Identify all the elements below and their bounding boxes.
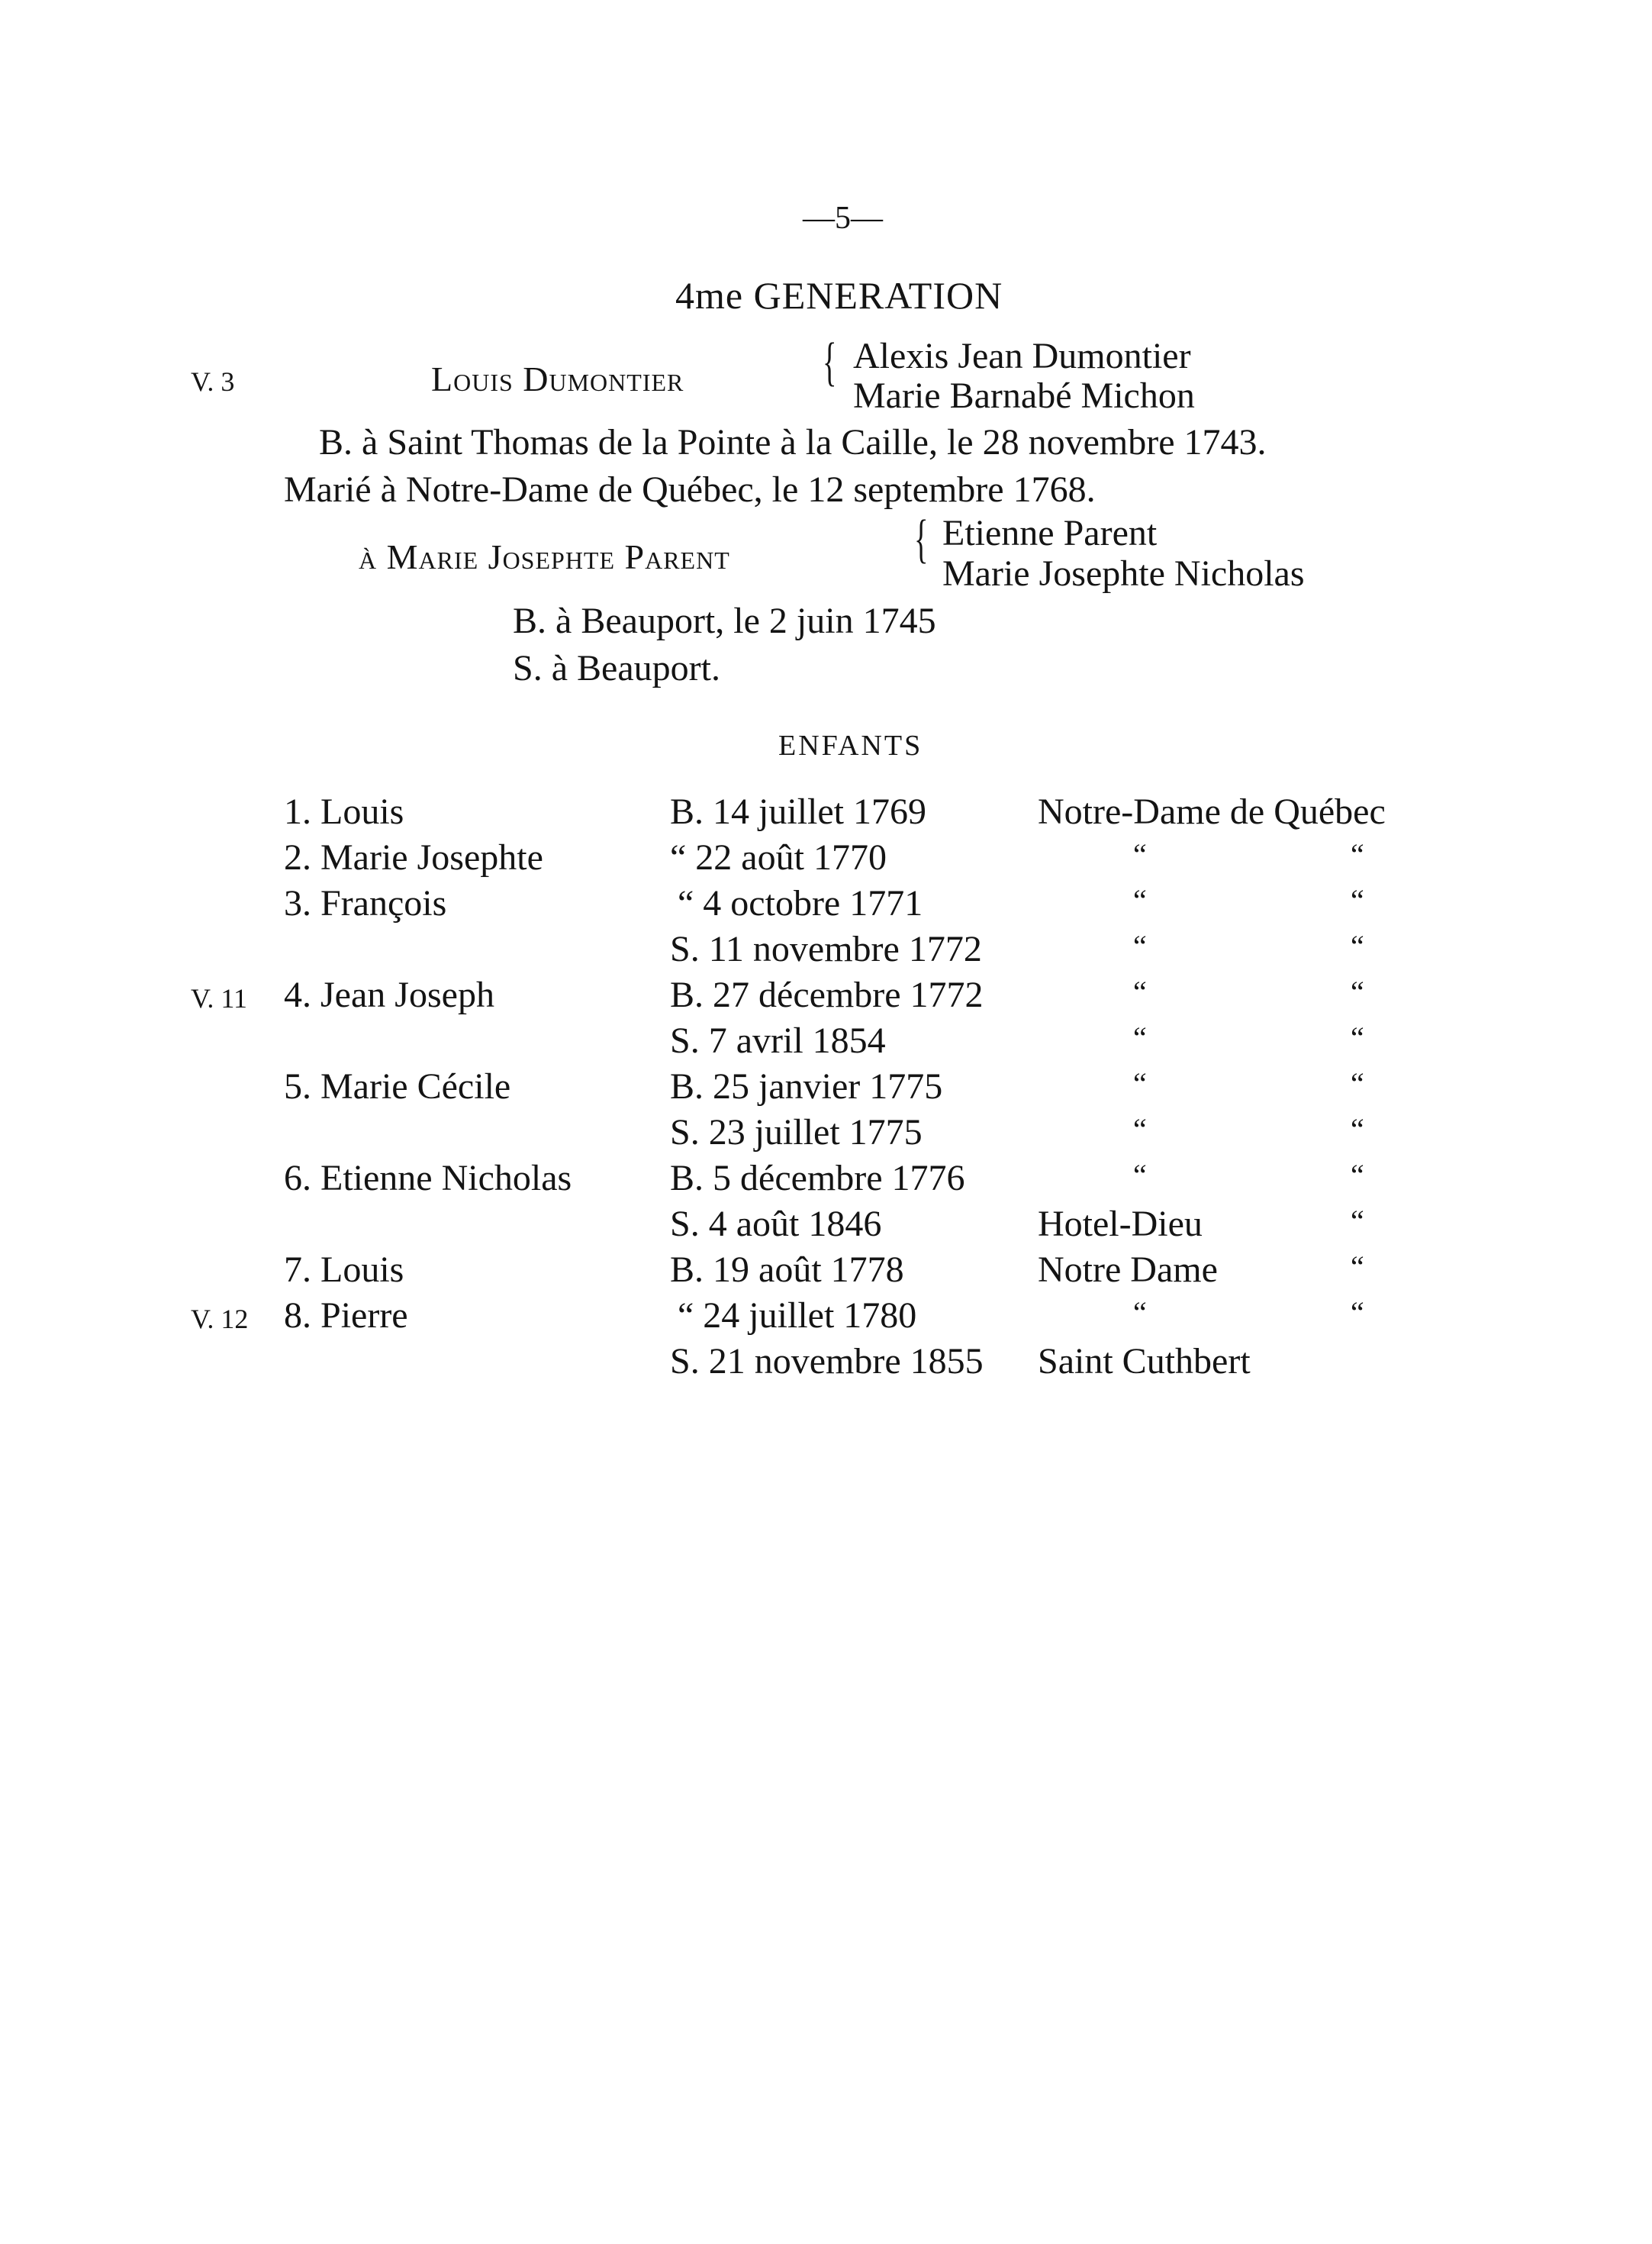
child-place: “ [1133,929,1147,963]
child-event: S. 11 novembre 1772 [670,929,982,969]
spouse-parents-brace: { [914,510,929,569]
head-father: Alexis Jean Dumontier [853,336,1191,376]
child-place: “ [1133,1112,1147,1146]
child-place: “ [1133,1066,1147,1101]
child-event: S. 23 juillet 1775 [670,1112,923,1153]
child-place: “ [1133,1158,1147,1192]
child-name: 5. Marie Cécile [284,1066,511,1107]
child-place-ditto: “ [1351,837,1364,872]
spouse-burial: S. à Beauport. [513,648,720,688]
page-number: —5— [803,201,883,236]
child-event: S. 21 novembre 1855 [670,1341,984,1382]
spouse-name: à Marie Josephte Parent [359,537,730,576]
child-place-ditto: “ [1351,1066,1364,1101]
child-name: 7. Louis [284,1249,404,1290]
child-place-ditto: “ [1351,1295,1364,1330]
child-event: S. 7 avril 1854 [670,1020,886,1061]
child-place: Notre-Dame de Québec [1038,792,1386,832]
spouse-mother: Marie Josephte Nicholas [942,553,1305,594]
child-place-ditto: “ [1351,975,1364,1009]
head-birth: B. à Saint Thomas de la Pointe à la Caille, le 28 novembre 1743. [319,422,1267,463]
child-name: 8. Pierre [284,1295,408,1336]
child-place: Hotel-Dieu [1038,1204,1203,1244]
child-name: 6. Etienne Nicholas [284,1158,572,1198]
child-place: Saint Cuthbert [1038,1341,1251,1382]
head-mother: Marie Barnabé Michon [853,376,1195,416]
child-event: S. 4 août 1846 [670,1204,882,1244]
child-event: B. 5 décembre 1776 [670,1158,965,1198]
child-place-ditto: “ [1351,1112,1364,1146]
child-place-ditto: “ [1351,929,1364,963]
head-parents-brace: { [823,333,837,392]
spouse-birth: B. à Beauport, le 2 juin 1745 [513,601,936,641]
child-name: 1. Louis [284,792,404,832]
child-place: Notre Dame [1038,1249,1218,1290]
child-place: “ [1133,1020,1147,1055]
child-event: B. 14 juillet 1769 [670,792,926,832]
child-place: “ [1133,883,1147,917]
child-event: B. 27 décembre 1772 [670,975,984,1015]
enfants-heading: ENFANTS [778,730,923,762]
child-place: “ [1133,1295,1147,1330]
child-place-ditto: “ [1351,1249,1364,1284]
spouse-father: Etienne Parent [942,513,1158,553]
head-marriage: Marié à Notre-Dame de Québec, le 12 septembre 1768. [284,469,1096,510]
generation-title: 4me GENERATION [675,274,1003,317]
child-event: “ 22 août 1770 [670,837,887,878]
child-place-ditto: “ [1351,1020,1364,1055]
child-event: B. 19 août 1778 [670,1249,904,1290]
child-name: 3. François [284,883,447,924]
child-name: 2. Marie Josephte [284,837,543,878]
child-event: B. 25 janvier 1775 [670,1066,943,1107]
child-place-ditto: “ [1351,883,1364,917]
child-place-ditto: “ [1351,1158,1364,1192]
child-name: 4. Jean Joseph [284,975,494,1015]
child-place: “ [1133,837,1147,872]
child-ref: V. 11 [191,983,248,1014]
head-name: Louis Dumontier [431,359,684,398]
head-ref: V. 3 [191,366,235,397]
child-place: “ [1133,975,1147,1009]
child-ref: V. 12 [191,1304,249,1334]
child-event: “ 4 octobre 1771 [678,883,923,924]
child-event: “ 24 juillet 1780 [678,1295,917,1336]
child-place-ditto: “ [1351,1204,1364,1238]
